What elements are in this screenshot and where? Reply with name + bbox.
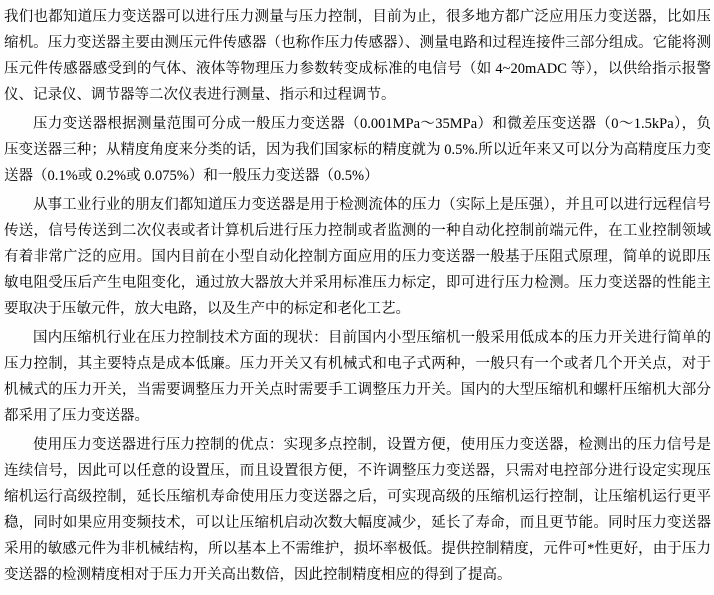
paragraph-industry-principle: 从事工业行业的朋友们都知道压力变送器是用于检测流体的压力（实际上是压强），并且可以进行远程信号传送，信号传送到二次仪表或者计算机后进行压力控制或者监测的一种自动化控制前端元件，在工业控制领域有着非常广泛的应用。国内目前在小型自动化控制方面应用的压力变送器一般基于压阻式原理，简单的说即压敏电阻受压后产生电阻变化，通过放大器放大并采用标准压力标定，即可进行压力检测。压力变送器的性能主要取决于压敏元件，放大电路，以及生产中的标定和老化工艺。 <box>4 197 711 317</box>
paragraph-advantages: 使用压力变送器进行压力控制的优点：实现多点控制，设置方便，使用压力变送器，检测出的压力信号是连续信号，因此可以任意的设置压，而且设置很方便，不许调整压力变送器，只需对电控部分进行设定实现压缩机运行高级控制，延长压缩机寿命使用压力变送器之后，可实现高级的压缩机运行控制，让压缩机运行更平稳，同时如果应用变频技术，可以让压缩机启动次数大幅度减少，延长了寿命，而且更节能。同时压力变送器采用的敏感元件为非机械结构，所以基本上不需维护，损坏率极低。提供控制精度，元件可*性更好，由于压力变送器的检测精度相对于压力开关高出数倍，因此控制精度相应的得到了提高。 <box>4 437 711 583</box>
paragraph-compressor-status: 国内压缩机行业在压力控制技术方面的现状：目前国内小型压缩机一般采用低成本的压力开关进行简单的压力控制，其主要特点是成本低廉。压力开关又有机械式和电子式两种，一般只有一个或者几个开关点，对于机械式的压力开关，当需要调整压力开关点时需要手工调整压力开关。国内的大型压缩机和螺杆压缩机大部分都采用了压力变送器。 <box>4 330 711 424</box>
paragraph-intro: 我们也都知道压力变送器可以进行压力测量与压力控制，目前为止，很多地方都广泛应用压力变送器，比如压缩机。压力变送器主要由测压元件传感器（也称作压力传感器）、测量电路和过程连接件三部分组成。它能将测压元件传感器感受到的气体、液体等物理压力参数转变成标准的电信号（如 4~20mADC 等），以供给指示报警仪、记录仪、调节器等二次仪表进行测量、指示和过程调节。 <box>4 9 711 103</box>
paragraph-classification: 压力变送器根据测量范围可分成一般压力变送器（0.001MPa～35MPa）和微差压变送器（0～1.5kPa），负压变送器三种；从精度角度来分类的话，因为我们国家标的精度就为 0.5%.所以近年来又可以分为高精度压力变送器（0.1%或 0.2%或 0.075%）和一般压力变送器（0.5%） <box>4 116 711 184</box>
